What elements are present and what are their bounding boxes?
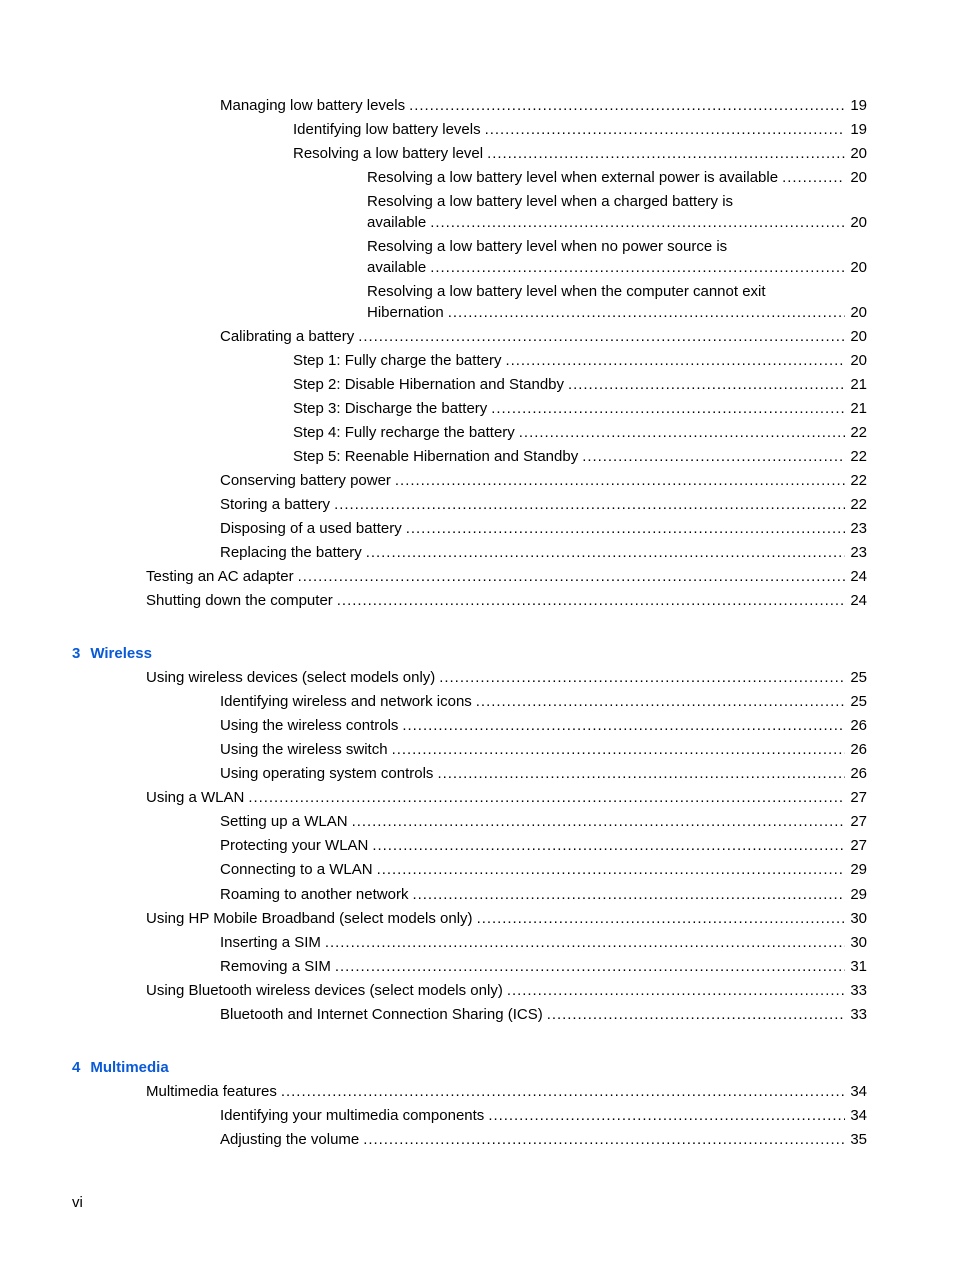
toc-entry-page: 20 [850, 169, 867, 186]
toc-entry-title: Protecting your WLAN [220, 837, 369, 854]
chapter-heading-multimedia[interactable] [72, 1059, 169, 1077]
toc-entry-title: Step 1: Fully charge the battery [293, 352, 502, 369]
toc-entry[interactable] [293, 400, 867, 418]
toc-entry-page: 29 [850, 886, 867, 903]
toc-entry-page: 27 [850, 813, 867, 830]
toc-entry-page: 22 [850, 496, 867, 513]
dot-leader [377, 861, 845, 879]
toc-entry-page: 24 [850, 592, 867, 609]
toc-entry-title: Identifying wireless and network icons [220, 693, 472, 710]
dot-leader [406, 520, 845, 538]
dot-leader [519, 424, 845, 442]
toc-entry-title: Connecting to a WLAN [220, 861, 373, 878]
toc-entry-page: 27 [850, 837, 867, 854]
toc-entry-title: Roaming to another network [220, 886, 409, 903]
toc-entry-page: 26 [850, 717, 867, 734]
toc-entry-title: Step 2: Disable Hibernation and Standby [293, 376, 565, 393]
toc-entry[interactable] [293, 352, 867, 370]
toc-entry-title: Setting up a WLAN [220, 813, 348, 830]
toc-entry-page: 22 [850, 472, 867, 489]
dot-leader [448, 304, 845, 322]
toc-entry-page: 35 [850, 1131, 867, 1148]
toc-entry-title-line1[interactable]: Resolving a low battery level when the computer cannot exit [367, 283, 766, 300]
toc-entry-page: 21 [850, 400, 867, 417]
toc-entry-page: 22 [850, 424, 867, 441]
toc-entry-page: 23 [850, 544, 867, 561]
toc-entry-title: Using operating system controls [220, 765, 434, 782]
dot-leader [334, 496, 845, 514]
toc-entry-title: Shutting down the computer [146, 592, 333, 609]
toc-entry[interactable] [293, 424, 867, 442]
dot-leader [372, 837, 845, 855]
toc-entry[interactable] [220, 958, 867, 976]
toc-entry[interactable] [146, 789, 867, 807]
toc-entry-page: 34 [850, 1083, 867, 1100]
dot-leader [248, 789, 845, 807]
chapter-heading-wireless[interactable] [72, 645, 152, 663]
toc-entry-title: Resolving a low battery level when external power is available [367, 169, 779, 186]
toc-entry[interactable] [220, 813, 867, 831]
toc-entry-page: 19 [850, 121, 867, 138]
toc-entry-page: 25 [850, 693, 867, 710]
toc-entry-page: 24 [850, 568, 867, 585]
dot-leader [430, 214, 845, 232]
toc-entry-page: 33 [850, 982, 867, 999]
toc-entry-page: 21 [850, 376, 867, 393]
dot-leader [298, 568, 845, 586]
chapter-number: 3 [72, 645, 81, 662]
toc-entry-page: 34 [850, 1107, 867, 1124]
toc-entry-title-line2: available [367, 214, 427, 231]
toc-entry-page: 23 [850, 520, 867, 537]
dot-leader [485, 121, 845, 139]
toc-entry[interactable] [367, 304, 867, 322]
toc-entry[interactable] [146, 669, 867, 687]
dot-leader [402, 717, 845, 735]
toc-entry-page: 26 [850, 741, 867, 758]
toc-entry[interactable] [220, 837, 867, 855]
toc-entry[interactable] [220, 1006, 867, 1024]
toc-entry-title: Step 5: Reenable Hibernation and Standby [293, 448, 579, 465]
toc-entry-title: Adjusting the volume [220, 1131, 360, 1148]
toc-entry-title: Multimedia features [146, 1083, 277, 1100]
chapter-title: Wireless [90, 645, 152, 662]
toc-entry-page: 25 [850, 669, 867, 686]
toc-entry[interactable] [146, 910, 867, 928]
dot-leader [325, 934, 845, 952]
toc-entry-page: 29 [850, 861, 867, 878]
toc-entry-page: 22 [850, 448, 867, 465]
dot-leader [430, 259, 845, 277]
toc-entry[interactable] [367, 214, 867, 232]
dot-leader [582, 448, 845, 466]
toc-entry[interactable] [220, 520, 867, 538]
toc-entry[interactable] [220, 544, 867, 562]
toc-entry-page: 20 [850, 214, 867, 231]
toc-entry-page: 20 [850, 259, 867, 276]
toc-entry-title: Replacing the battery [220, 544, 362, 561]
toc-entry-title-line1[interactable]: Resolving a low battery level when no power source is [367, 238, 728, 255]
dot-leader [477, 910, 845, 928]
dot-leader [392, 741, 845, 759]
toc-entry[interactable] [146, 592, 867, 610]
dot-leader [487, 145, 845, 163]
dot-leader [337, 592, 845, 610]
toc-entry-title: Step 3: Discharge the battery [293, 400, 488, 417]
toc-entry[interactable] [220, 861, 867, 879]
toc-entry-title: Using a WLAN [146, 789, 245, 806]
dot-leader [281, 1083, 845, 1101]
toc-entry-title: Managing low battery levels [220, 97, 406, 114]
toc-entry-title-line2: Hibernation [367, 304, 444, 321]
dot-leader [358, 328, 845, 346]
dot-leader [352, 813, 845, 831]
toc-entry-page: 30 [850, 910, 867, 927]
dot-leader [488, 1107, 845, 1125]
dot-leader [568, 376, 845, 394]
toc-entry-page: 31 [850, 958, 867, 975]
toc-entry-title: Inserting a SIM [220, 934, 321, 951]
toc-entry-title: Using HP Mobile Broadband (select models only) [146, 910, 473, 927]
footer-page-number: vi [72, 1194, 83, 1211]
dot-leader [476, 693, 845, 711]
dot-leader [437, 765, 845, 783]
toc-entry-page: 20 [850, 328, 867, 345]
toc-entry-page: 27 [850, 789, 867, 806]
toc-entry-title: Using the wireless switch [220, 741, 388, 758]
toc-entry-page: 20 [850, 145, 867, 162]
toc-entry[interactable] [293, 121, 867, 139]
toc-entry-page: 30 [850, 934, 867, 951]
toc-entry-title: Using wireless devices (select models only) [146, 669, 436, 686]
toc-entry-title: Using the wireless controls [220, 717, 399, 734]
dot-leader [782, 169, 845, 187]
dot-leader [491, 400, 845, 418]
toc-entry[interactable] [220, 693, 867, 711]
toc-entry-page: 20 [850, 304, 867, 321]
dot-leader [507, 982, 845, 1000]
dot-leader [439, 669, 845, 687]
toc-entry-title: Removing a SIM [220, 958, 331, 975]
toc-entry-title: Storing a battery [220, 496, 331, 513]
toc-entry-title: Step 4: Fully recharge the battery [293, 424, 515, 441]
toc-entry-page: 19 [850, 97, 867, 114]
toc-entry[interactable] [220, 1131, 867, 1149]
dot-leader [395, 472, 845, 490]
toc-entry-title: Identifying low battery levels [293, 121, 481, 138]
toc-entry[interactable] [220, 496, 867, 514]
dot-leader [409, 97, 845, 115]
toc-entry-title: Identifying your multimedia components [220, 1107, 485, 1124]
toc-entry[interactable] [293, 145, 867, 163]
dot-leader [366, 544, 845, 562]
toc-entry-title: Bluetooth and Internet Connection Sharing (ICS) [220, 1006, 543, 1023]
toc-entry[interactable] [220, 472, 867, 490]
toc-entry[interactable] [293, 448, 867, 466]
toc-entry-title: Using Bluetooth wireless devices (select models only) [146, 982, 503, 999]
toc-entry[interactable] [220, 934, 867, 952]
toc-entry[interactable] [220, 328, 867, 346]
chapter-title: Multimedia [90, 1059, 169, 1076]
toc-entry[interactable] [220, 97, 867, 115]
toc-entry[interactable] [293, 376, 867, 394]
toc-entry[interactable] [220, 765, 867, 783]
toc-entry-page: 20 [850, 352, 867, 369]
toc-entry-title-line1[interactable]: Resolving a low battery level when a charged battery is [367, 193, 734, 210]
dot-leader [505, 352, 845, 370]
toc-entry[interactable] [146, 568, 867, 586]
toc-entry[interactable] [146, 982, 867, 1000]
chapter-number: 4 [72, 1059, 81, 1076]
toc-entry-page: 33 [850, 1006, 867, 1023]
toc-entry[interactable] [367, 259, 867, 277]
toc-entry-title: Testing an AC adapter [146, 568, 294, 585]
toc-entry-page: 26 [850, 765, 867, 782]
toc-entry-title: Calibrating a battery [220, 328, 355, 345]
toc-entry[interactable] [220, 717, 867, 735]
toc-entry-title: Resolving a low battery level [293, 145, 484, 162]
dot-leader [547, 1006, 845, 1024]
toc-entry-title: Conserving battery power [220, 472, 391, 489]
toc-entry-title: Disposing of a used battery [220, 520, 402, 537]
dot-leader [363, 1131, 845, 1149]
toc-entry[interactable] [146, 1083, 867, 1101]
toc-entry[interactable] [220, 741, 867, 759]
dot-leader [412, 886, 845, 904]
toc-entry[interactable] [220, 886, 867, 904]
toc-entry-title-line2: available [367, 259, 427, 276]
dot-leader [335, 958, 845, 976]
toc-entry[interactable] [220, 1107, 867, 1125]
toc-entry[interactable] [367, 169, 867, 187]
